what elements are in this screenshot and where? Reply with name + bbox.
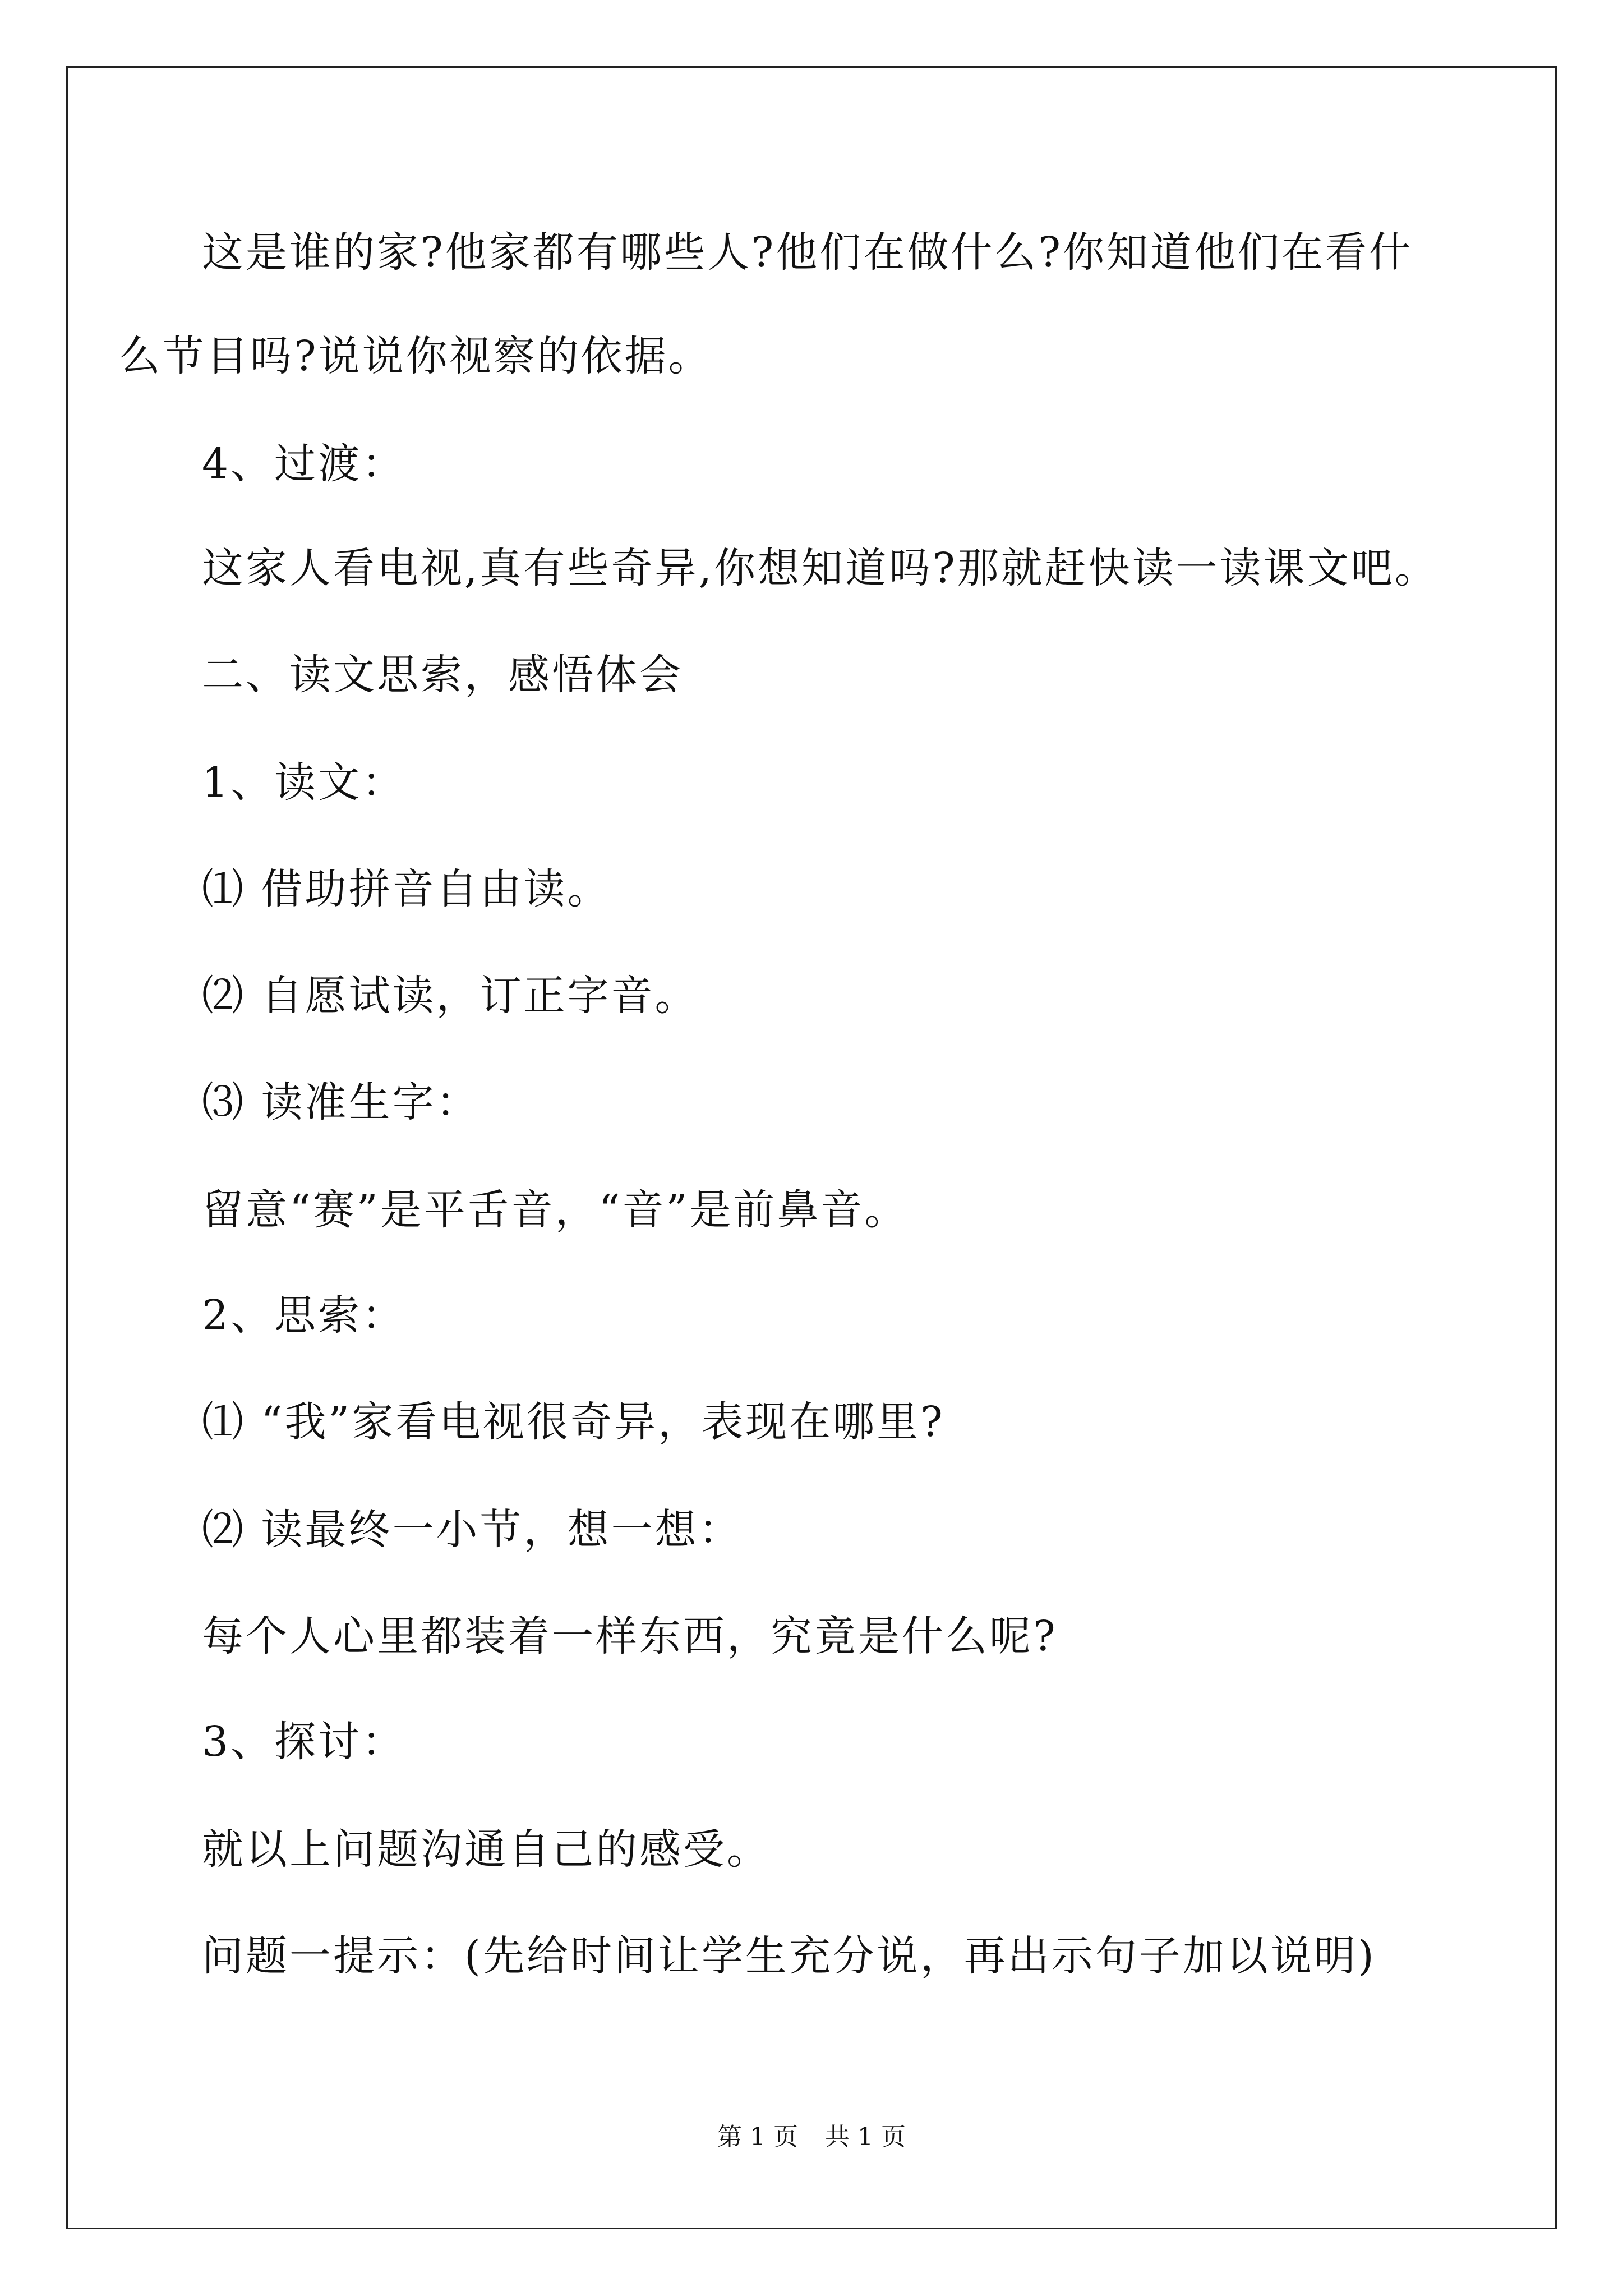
- paragraph-line: 留意“赛”是平舌音，“音”是前鼻音。: [202, 1186, 909, 1234]
- list-item: ⑴ “我”家看电视很奇异，表现在哪里?: [202, 1398, 945, 1446]
- paragraph-line: 每个人心里都装着一样东西，究竟是什么呢?: [202, 1612, 1058, 1660]
- paragraph-line: 这是谁的家?他家都有哪些人?他们在做什么?你知道他们在看什: [202, 228, 1413, 277]
- list-item: ⑴ 借助拼音自由读。: [202, 865, 611, 913]
- paragraph-line: 问题一提示：(先给时间让学生充分说，再出示句子加以说明): [202, 1932, 1376, 1980]
- paragraph-line: 么节目吗?说说你视察的依据。: [119, 332, 712, 380]
- list-item: ⑵ 自愿试读，订正字音。: [202, 972, 699, 1020]
- list-item: ⑵ 读最终一小节，想一想：: [202, 1506, 743, 1554]
- paragraph-line: 就以上问题沟通自己的感受。: [202, 1825, 771, 1874]
- section-heading: 3、探讨：: [202, 1718, 406, 1766]
- page-number: 第 1 页: [717, 2123, 798, 2151]
- page-border: [66, 66, 1557, 2229]
- page-footer: [0, 2120, 1623, 2154]
- section-heading: 二、读文思索，感悟体会: [202, 651, 683, 699]
- section-heading: 4、过渡：: [202, 440, 406, 488]
- paragraph-line: 这家人看电视,真有些奇异,你想知道吗?那就赶快读一读课文吧。: [202, 544, 1438, 592]
- page-count: 共 1 页: [825, 2123, 906, 2151]
- section-heading: 2、思索：: [202, 1291, 406, 1340]
- section-heading: 1、读文：: [202, 758, 406, 807]
- list-item: ⑶ 读准生字：: [202, 1078, 480, 1126]
